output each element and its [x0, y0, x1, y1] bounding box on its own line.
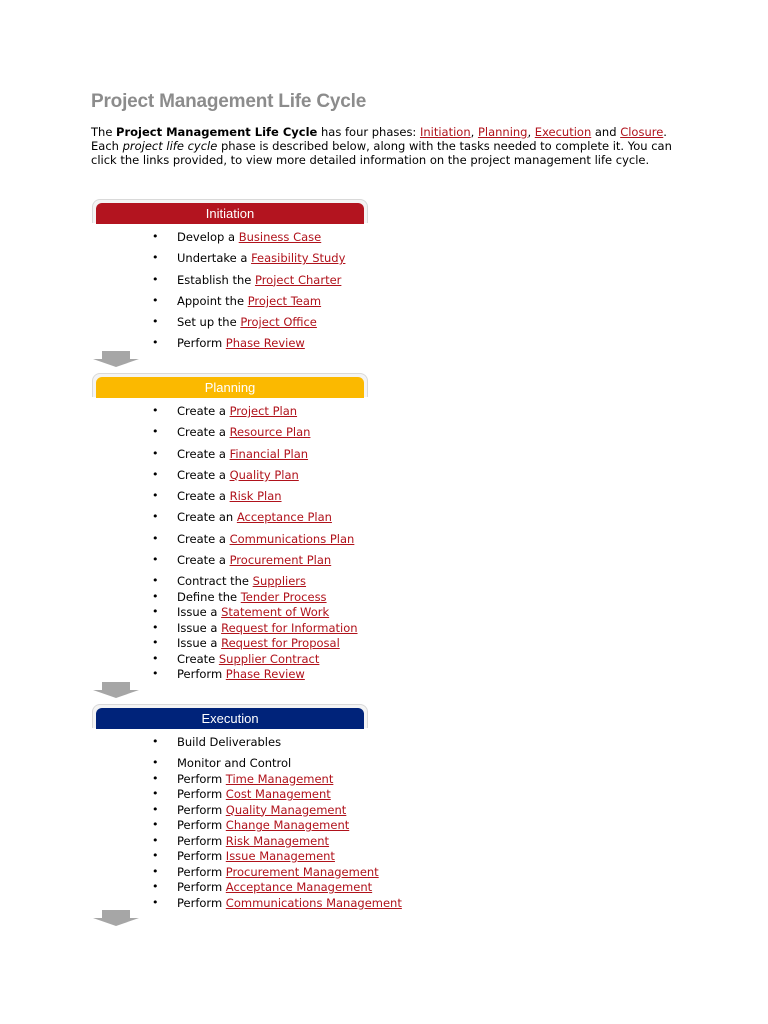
bullet-icon: •	[152, 553, 159, 567]
list-item	[0, 553, 450, 574]
task-link[interactable]: Quality Plan	[229, 467, 299, 482]
list-item	[0, 404, 450, 425]
task-text: Perform	[177, 849, 226, 863]
task-list	[0, 756, 450, 911]
task-text: Contract the	[177, 574, 253, 588]
task-text: Create a	[177, 446, 230, 461]
task-text: Build Deliverables	[177, 735, 282, 749]
list-item	[0, 818, 450, 834]
task-link[interactable]: Procurement Management	[225, 864, 379, 879]
task-link[interactable]: Tender Process	[240, 589, 327, 604]
task-link[interactable]: Project Plan	[229, 404, 298, 418]
task-text: Appoint the	[177, 293, 248, 308]
task-text: Create a	[177, 404, 230, 418]
task-link[interactable]: Communications Management	[225, 895, 402, 910]
task-text: Create a	[177, 467, 230, 482]
phase-header-planning	[92, 373, 368, 397]
bullet-icon: •	[152, 510, 159, 524]
task-link[interactable]: Business Case	[238, 230, 322, 244]
task-text: Create a	[177, 553, 230, 568]
intro-paragraph: The Project Management Life Cycle has four phases: Initiation, Planning, Execution and Closure. Each project life cycle phase is described below, along with the tasks needed to complete it. You can click the links provided, to view more detailed information on the project management life cycle.	[91, 125, 672, 167]
task-text: Perform	[177, 818, 226, 832]
bullet-icon: •	[152, 336, 159, 350]
bullet-icon: •	[152, 404, 159, 417]
down-arrow-icon	[93, 682, 139, 698]
task-text: Perform	[177, 802, 226, 817]
bullet-icon: •	[152, 787, 159, 800]
task-link[interactable]: Resource Plan	[229, 425, 311, 440]
phase-label-planning: Planning	[96, 377, 364, 398]
list-item	[0, 787, 450, 803]
task-text: Issue a	[177, 636, 222, 650]
list-item	[0, 849, 450, 865]
bullet-icon: •	[152, 895, 159, 909]
task-link[interactable]: Quality Management	[225, 802, 347, 817]
list-item	[0, 865, 450, 881]
task-text: Create a	[177, 531, 230, 546]
task-text: Monitor and Control	[177, 756, 292, 770]
list-item	[0, 621, 450, 637]
task-text: Perform	[177, 667, 226, 681]
task-link[interactable]: Time Management	[225, 771, 334, 786]
task-text: Create an	[177, 510, 237, 525]
task-list	[0, 574, 450, 683]
bullet-icon: •	[152, 251, 159, 265]
task-link[interactable]: Project Team	[247, 293, 322, 308]
list-item	[0, 294, 450, 315]
bullet-icon: •	[152, 293, 159, 307]
task-text: Perform	[177, 864, 226, 879]
list-item	[0, 251, 450, 272]
bullet-icon: •	[152, 880, 159, 893]
bullet-icon: •	[152, 489, 159, 503]
task-text: Create a	[177, 425, 230, 440]
list-item	[0, 590, 450, 606]
task-text: Perform	[177, 880, 226, 894]
list-item	[0, 273, 450, 294]
task-link[interactable]: Cost Management	[225, 787, 331, 801]
list-item	[0, 772, 450, 788]
link-initiation[interactable]: Initiation	[419, 125, 471, 139]
task-text: Set up the	[177, 315, 241, 330]
bullet-icon: •	[152, 272, 159, 286]
task-link[interactable]: Request for Proposal	[221, 636, 340, 650]
task-text: Issue a	[177, 605, 222, 619]
bullet-icon: •	[152, 446, 159, 460]
task-link[interactable]: Phase Review	[225, 667, 305, 681]
list-item	[0, 336, 450, 357]
list-item	[0, 489, 450, 510]
task-text: Perform	[177, 787, 226, 801]
bullet-icon: •	[152, 802, 159, 816]
list-item	[0, 756, 450, 772]
bullet-icon: •	[152, 315, 159, 329]
bullet-icon: •	[152, 735, 159, 748]
task-link[interactable]: Risk Management	[225, 833, 330, 848]
list-item	[0, 574, 450, 590]
list-item	[0, 605, 450, 621]
bullet-icon: •	[152, 636, 159, 649]
list-item	[0, 510, 450, 531]
task-link[interactable]: Request for Information	[221, 620, 358, 635]
bullet-icon: •	[152, 833, 159, 847]
task-text: Issue a	[177, 620, 222, 635]
task-link[interactable]: Acceptance Plan	[236, 510, 332, 525]
task-text: Create	[177, 651, 219, 666]
bullet-icon: •	[152, 756, 159, 769]
list-item	[0, 447, 450, 468]
list-item	[0, 468, 450, 489]
list-item	[0, 230, 450, 251]
bullet-icon: •	[152, 849, 159, 862]
list-item	[0, 315, 450, 336]
list-item	[0, 425, 450, 446]
task-text: Establish the	[177, 272, 255, 287]
list-item	[0, 896, 450, 912]
bullet-icon: •	[152, 605, 159, 618]
list-item	[0, 532, 450, 553]
bullet-icon: •	[152, 667, 159, 680]
task-link[interactable]: Feasibility Study	[251, 251, 346, 266]
list-item	[0, 652, 450, 668]
task-text: Define the	[177, 589, 241, 604]
list-item	[0, 636, 450, 652]
phase-label-initiation: Initiation	[96, 203, 364, 224]
link-planning[interactable]: Planning	[477, 125, 528, 139]
bullet-icon: •	[152, 467, 159, 481]
task-text: Perform	[177, 336, 226, 351]
list-item	[0, 834, 450, 850]
phase-label-execution: Execution	[96, 708, 364, 729]
task-link[interactable]: Procurement Plan	[229, 553, 332, 568]
bullet-icon: •	[152, 574, 159, 587]
task-link[interactable]: Communications Plan	[229, 531, 355, 546]
task-text: Undertake a	[177, 251, 252, 266]
phase-header-execution	[92, 704, 368, 728]
bullet-icon: •	[152, 620, 159, 634]
task-text: Create a	[177, 489, 230, 504]
task-text: Perform	[177, 895, 226, 910]
bullet-icon: •	[152, 589, 159, 603]
task-text: Perform	[177, 833, 226, 848]
task-list	[0, 230, 450, 358]
task-link[interactable]: Risk Plan	[229, 489, 282, 504]
task-link[interactable]: Project Office	[240, 315, 317, 330]
task-link[interactable]: Supplier Contract	[218, 651, 320, 666]
task-link[interactable]: Statement of Work	[221, 605, 330, 619]
list-item	[0, 735, 450, 756]
task-text: Perform	[177, 771, 226, 786]
list-item	[0, 667, 450, 683]
link-execution[interactable]: Execution	[534, 125, 592, 139]
task-list	[0, 735, 450, 756]
bullet-icon: •	[152, 230, 159, 243]
list-item	[0, 880, 450, 896]
bullet-icon: •	[152, 531, 159, 545]
down-arrow-icon	[93, 351, 139, 367]
task-link[interactable]: Acceptance Management	[225, 880, 373, 894]
task-text: Develop a	[177, 230, 239, 244]
bullet-icon: •	[152, 651, 159, 665]
task-link[interactable]: Change Management	[225, 818, 350, 832]
task-link[interactable]: Issue Management	[225, 849, 335, 863]
bullet-icon: •	[152, 864, 159, 878]
task-link[interactable]: Suppliers	[252, 574, 307, 588]
task-link[interactable]: Financial Plan	[229, 446, 309, 461]
task-list	[0, 404, 450, 574]
task-link[interactable]: Phase Review	[225, 336, 305, 351]
bullet-icon: •	[152, 425, 159, 439]
intro-bold-phrase: Project Management Life Cycle	[116, 125, 318, 139]
list-item	[0, 803, 450, 819]
down-arrow-icon	[93, 910, 139, 926]
bullet-icon: •	[152, 771, 159, 785]
link-closure[interactable]: Closure	[620, 125, 664, 139]
bullet-icon: •	[152, 818, 159, 831]
page-title: Project Management Life Cycle	[91, 91, 367, 112]
phase-header-initiation	[92, 199, 368, 223]
intro-italic-phrase: project life cycle	[122, 139, 218, 153]
task-link[interactable]: Project Charter	[254, 272, 342, 287]
